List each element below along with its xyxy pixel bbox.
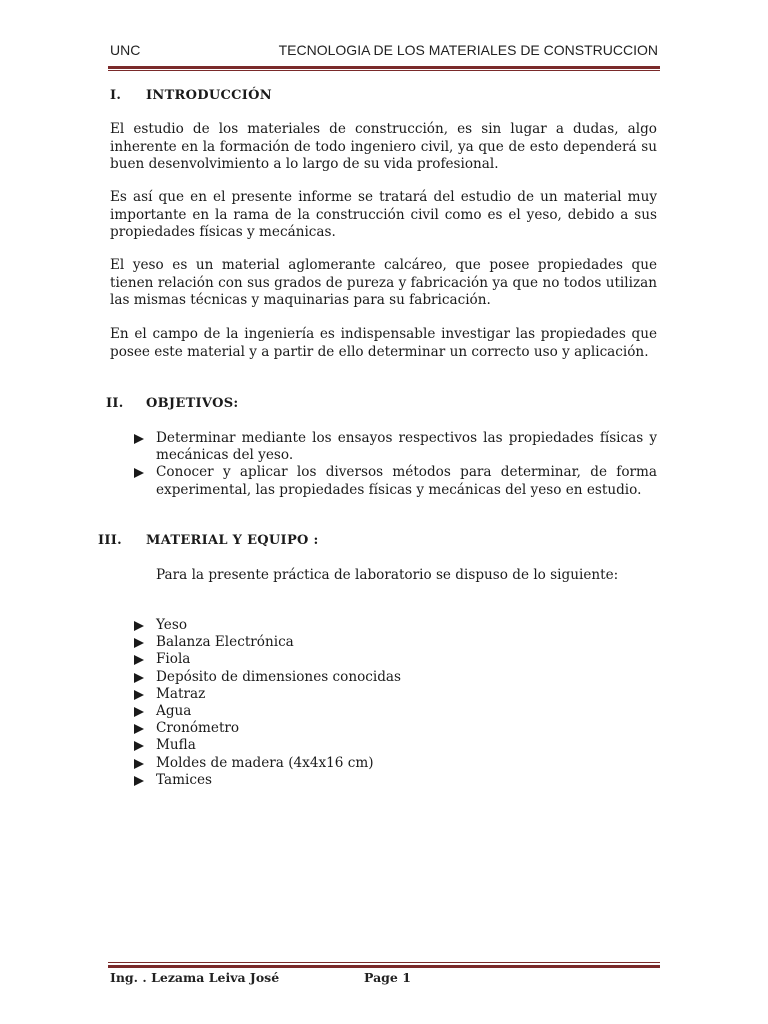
list-item-text: Fiola bbox=[156, 651, 191, 668]
list-item-text: Conocer y aplicar los diversos métodos para determinar, de forma experimental, las propiedades físicas y mecánicas del yeso en estudio. bbox=[156, 464, 657, 498]
arrowhead-bullet-icon bbox=[134, 673, 144, 683]
arrowhead-bullet-icon bbox=[134, 707, 144, 717]
list-item-text: Yeso bbox=[156, 617, 187, 633]
list-item bbox=[133, 464, 657, 498]
paragraph: El estudio de los materiales de construcción, es sin lugar a dudas, algo inherente en la formación de todo ingeniero civil, ya que de esto dependerá su buen desenvolvimiento a lo largo de su vida profesional. bbox=[110, 121, 657, 172]
footer-rule bbox=[108, 962, 660, 968]
list-item-text: Cronómetro bbox=[156, 720, 240, 737]
footer-author: Ing. . Lezama Leiva José bbox=[110, 970, 280, 985]
section-number: I. bbox=[110, 88, 122, 103]
list-item-text: Mufla bbox=[156, 737, 196, 754]
arrowhead-bullet-icon bbox=[134, 434, 144, 444]
list-item-text: Agua bbox=[156, 703, 192, 720]
paragraph: Es así que en el presente informe se tratará del estudio de un material muy importante en la rama de la construcción civil como es el yeso, debido a sus propiedades físicas y mecánicas. bbox=[110, 189, 657, 240]
paragraph: En el campo de la ingeniería es indispensable investigar las propiedades que posee este material y a partir de ello determinar un correcto uso y aplicación. bbox=[110, 326, 657, 360]
arrowhead-bullet-icon bbox=[134, 776, 144, 786]
list-item-text: Balanza Electrónica bbox=[156, 634, 294, 651]
list-item bbox=[133, 703, 657, 720]
arrowhead-bullet-icon bbox=[134, 759, 144, 769]
arrowhead-bullet-icon bbox=[134, 468, 144, 478]
page-header bbox=[110, 42, 658, 58]
list-item bbox=[133, 430, 657, 464]
list-item bbox=[133, 669, 657, 686]
list-item bbox=[133, 772, 657, 789]
objectives-list bbox=[133, 430, 657, 499]
page-number: Page 1 bbox=[364, 970, 411, 985]
arrowhead-bullet-icon bbox=[134, 621, 144, 631]
section-title: MATERIAL Y EQUIPO : bbox=[146, 533, 319, 548]
list-item bbox=[133, 634, 657, 651]
section-number: II. bbox=[106, 396, 124, 411]
arrowhead-bullet-icon bbox=[134, 741, 144, 751]
header-left: UNC bbox=[110, 42, 141, 58]
arrowhead-bullet-icon bbox=[134, 724, 144, 734]
list-item-text: Determinar mediante los ensayos respectivos las propiedades físicas y mecánicas del yeso. bbox=[156, 430, 657, 464]
list-item-text: Matraz bbox=[156, 685, 206, 702]
list-item-text: Moldes de madera (4x4x16 cm) bbox=[156, 754, 374, 771]
arrowhead-bullet-icon bbox=[134, 638, 144, 648]
list-item bbox=[133, 737, 657, 754]
header-right: TECNOLOGIA DE LOS MATERIALES DE CONSTRUCCION bbox=[278, 42, 658, 58]
list-item bbox=[133, 651, 657, 668]
header-rule bbox=[108, 66, 660, 71]
arrowhead-bullet-icon bbox=[134, 690, 144, 700]
list-item bbox=[133, 686, 657, 703]
list-item bbox=[133, 617, 657, 634]
section-title: OBJETIVOS: bbox=[146, 396, 239, 411]
section-number: III. bbox=[98, 533, 122, 548]
arrowhead-bullet-icon bbox=[134, 655, 144, 665]
list-item bbox=[133, 720, 657, 737]
section-title: INTRODUCCIÓN bbox=[146, 88, 272, 103]
list-item-text: Tamices bbox=[156, 771, 212, 788]
list-item-text: Depósito de dimensiones conocidas bbox=[156, 668, 402, 685]
paragraph: Para la presente práctica de laboratorio se dispuso de lo siguiente: bbox=[156, 567, 619, 583]
paragraph: El yeso es un material aglomerante calcáreo, que posee propiedades que tienen relación con sus grados de pureza y fabricación ya que no todos utilizan las mismas técnicas y maquinarias para su fabricación. bbox=[110, 257, 657, 308]
list-item bbox=[133, 755, 657, 772]
materials-list bbox=[133, 617, 657, 789]
